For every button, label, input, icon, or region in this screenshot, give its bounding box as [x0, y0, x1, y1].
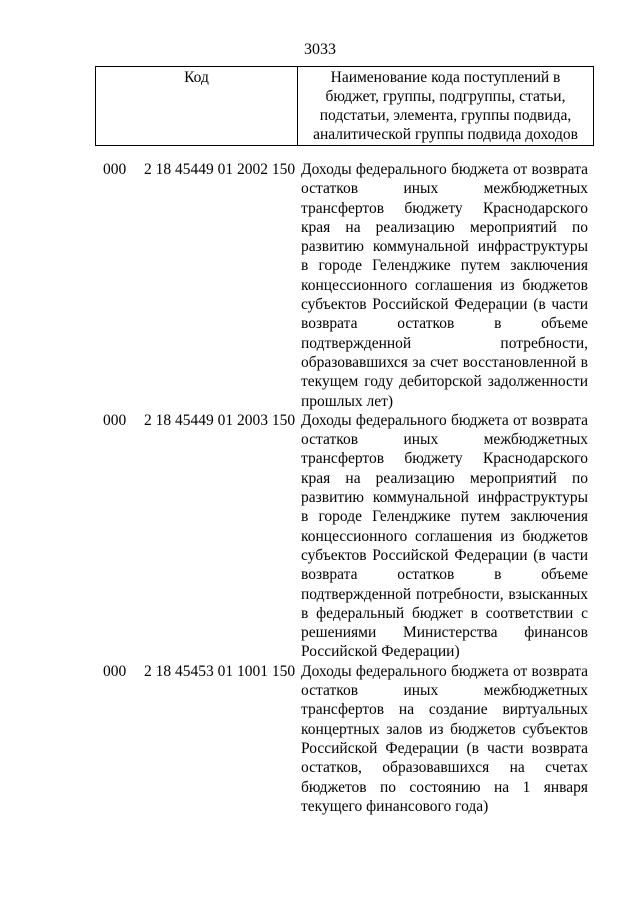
table-row [0, 411, 640, 662]
row-admin-code: 000 [103, 411, 127, 429]
row-budget-code: 2 18 45453 01 1001 150 [144, 662, 296, 680]
header-code-column: Код [96, 67, 298, 145]
row-description: Доходы федерального бюджета от возврата остатков иных межбюджетных трансфертов на создание виртуальных концертных залов из бюджетов субъектов Российской Федерации (в части возврата остатков, образовавшихся на счетах бюджетов по состоянию на 1 января текущего финансового года) [301, 662, 588, 815]
row-budget-code: 2 18 45449 01 2003 150 [144, 411, 296, 429]
row-admin-code: 000 [103, 161, 127, 178]
table-row [0, 160, 640, 411]
table-row [0, 662, 640, 816]
row-description: Доходы федерального бюджета от возврата остатков иных межбюджетных трансфертов бюджету Краснодарского края на реализацию мероприятий по развитию коммунальной инфраструктуры в городе Геленджике путем заключения концессионного соглашения из бюджетов субъектов Российской Федерации (в части возврата остатков в объеме подтвержденной потребности, образовавшихся за счет восстановленной в текущем году дебиторской задолженности прошлых лет) [301, 161, 588, 410]
row-budget-code: 2 18 45449 01 2002 150 [144, 161, 296, 178]
header-name-column: Наименование кода поступлений в бюджет, группы, подгруппы, статьи, подстатьи, элемента, группы подвида, аналитической группы подвида доходов [313, 69, 578, 143]
page-number: 3033 [304, 41, 336, 58]
table-header [95, 66, 594, 146]
row-admin-code: 000 [103, 662, 127, 680]
row-description: Доходы федерального бюджета от возврата остатков иных межбюджетных трансфертов бюджету Краснодарского края на реализацию мероприятий по развитию коммунальной инфраструктуры в городе Геленджике путем заключения концессионного соглашения из бюджетов субъектов Российской Федерации (в части возврата остатков в объеме подтвержденной потребности, взысканных в федеральный бюджет в соответствии с решениями Министерства финансов Российской Федерации) [301, 411, 588, 661]
table-body [0, 160, 640, 816]
